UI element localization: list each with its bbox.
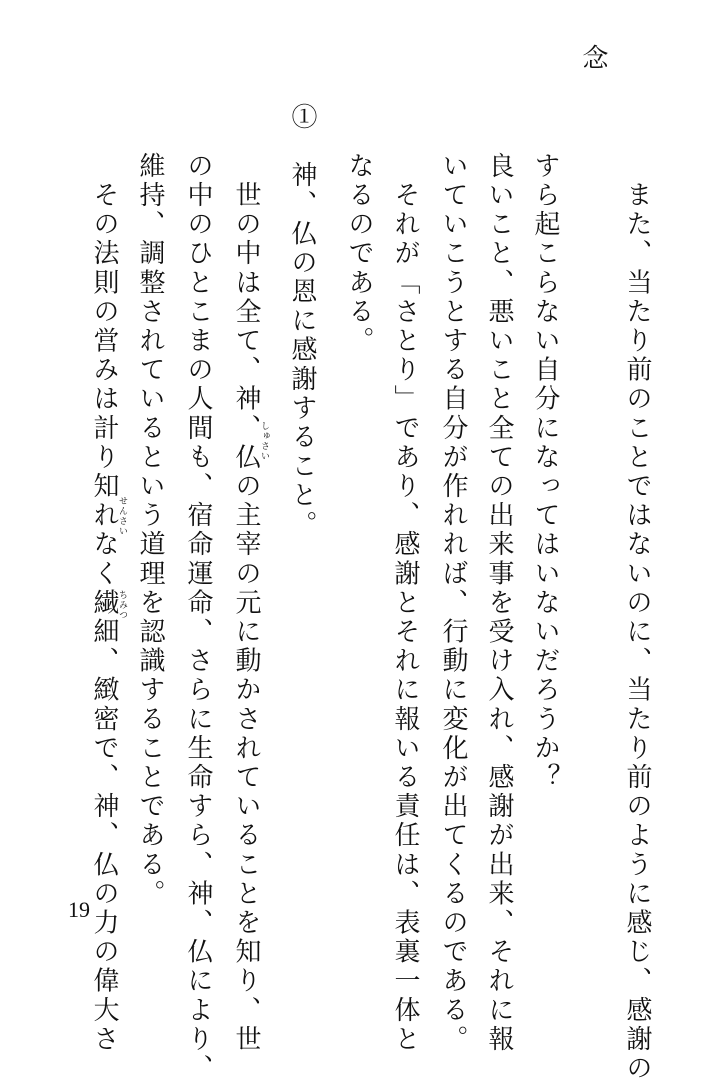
text-column-9: の中のひとこまの人間も、宿命運命、さらに生命すら、神、仏により、 (183, 152, 213, 1083)
text-column-11: その法則の営みは計り知れなく繊細、緻密で、神、仏の力の偉大さ (89, 152, 119, 1055)
furigana-sensai: せんさい (117, 496, 127, 536)
page-number: 19 (68, 897, 90, 922)
text-column-2: すら起こらない自分になってはいないだろうか？ (530, 152, 560, 793)
section-heading-char: 念 (578, 44, 608, 70)
text-column-5: それが「さとり」であり、感謝とそれに報いる責任は、表裏一体と (390, 152, 420, 1055)
text-column-7: ① 神、仏の恩に感謝すること。 (287, 103, 317, 540)
furigana-chimitsu: ちみつ (117, 590, 127, 620)
text-column-6: なるのである。 (344, 152, 374, 356)
text-column-4: いていこうとする自分が作れれば、行動に変化が出てくるのである。 (438, 152, 468, 1055)
text-column-3: 良いこと、悪いこと全ての出来事を受け入れ、感謝が出来、それに報 (484, 152, 514, 1055)
text-column-1: また、当たり前のことではないのに、当たり前のように感じ、感謝の (622, 152, 652, 1083)
furigana-shusai: しゅさい (259, 421, 269, 461)
text-column-8: 世の中は全て、神、仏の主宰の元に動かされていることを知り、世 (231, 152, 261, 1055)
text-column-10: 維持、調整されているという道理を認識することである。 (135, 152, 165, 909)
